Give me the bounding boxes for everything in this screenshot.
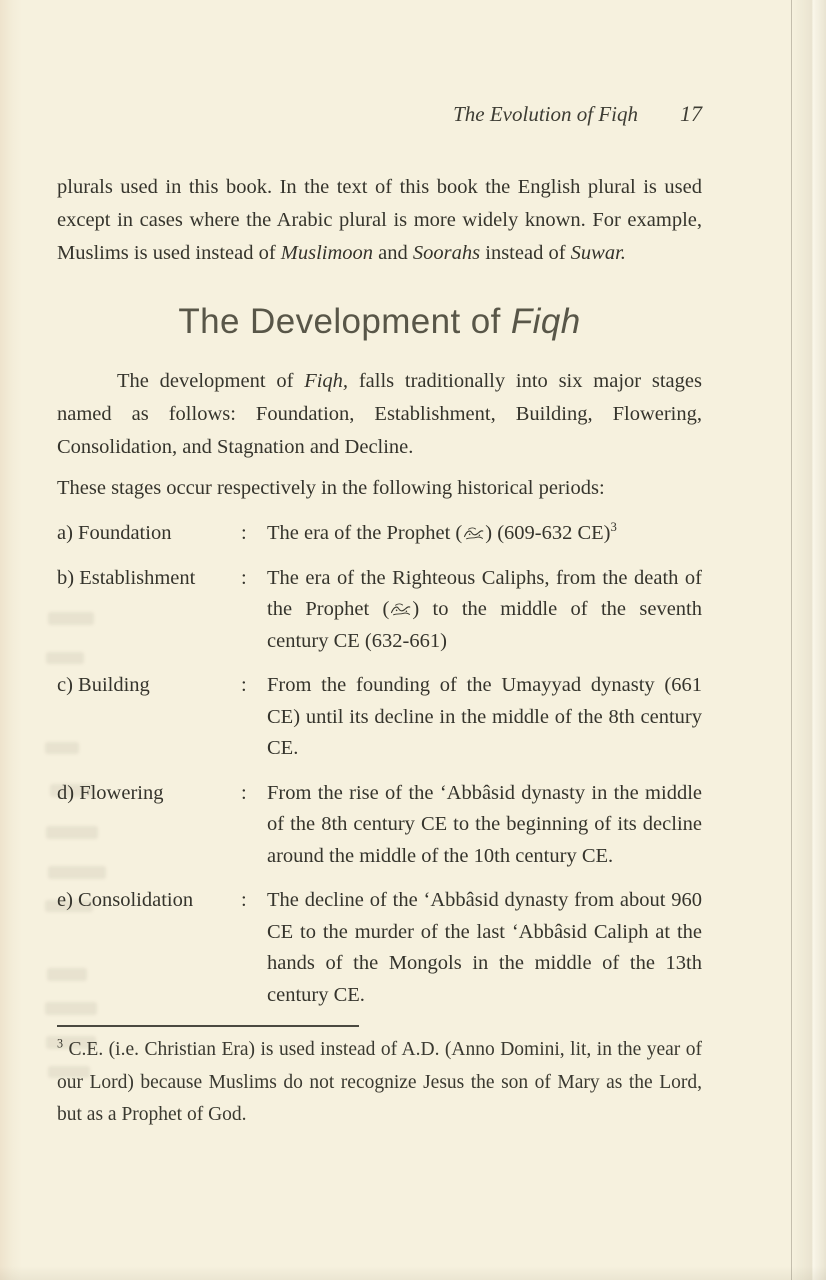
section-title: The Development of Fiqh xyxy=(178,302,581,341)
stage-description: From the rise of the ‘Abbâsid dynasty in the middle of the 8th century CE to the beginning of its decline around the middle of the 10th century CE. xyxy=(267,781,702,867)
page-edge-shadow xyxy=(791,0,826,1280)
stage-label: c) Building xyxy=(57,674,150,696)
sallallahu-alayhi-wa-sallam-icon xyxy=(463,526,484,541)
page-content xyxy=(57,0,702,1132)
page-bottom-shadow xyxy=(0,1266,826,1280)
stage-list-item xyxy=(57,518,702,550)
running-header-title: The Evolution of Fiqh xyxy=(453,102,638,126)
stage-label: d) Flowering xyxy=(57,781,164,804)
footnote xyxy=(57,1034,702,1132)
stages-list xyxy=(57,518,702,1011)
stage-description: From the founding of the Umayyad dynasty (661 CE) until its decline in the middle of the 8th century CE. xyxy=(267,674,702,759)
stage-list-item xyxy=(57,670,702,765)
stage-colon: : xyxy=(241,566,247,589)
sallallahu-alayhi-wa-sallam-icon xyxy=(390,602,411,617)
stage-colon: : xyxy=(241,781,247,804)
stage-description: The era of the Righteous Caliphs, from the death of the Prophet ( ) to the middle of the seventh century CE (632-661) xyxy=(267,566,702,652)
page-number: 17 xyxy=(680,101,702,126)
stage-list-item xyxy=(57,778,702,873)
stage-colon: : xyxy=(241,889,247,911)
intro-paragraph: plurals used in this book. In the text of this book the English plural is used except in cases where the Arabic plural is more widely known. For example, Muslims is used instead of Muslimoon and Soorahs instead of Suwar. xyxy=(57,176,702,264)
stages-intro-paragraph: These stages occur respectively in the following historical periods: xyxy=(57,477,605,499)
stage-label: a) Foundation xyxy=(57,522,172,544)
development-paragraph: The development of Fiqh, falls traditionally into six major stages named as follows: Foundation, Establishment, Building, Flowering, Consolidation, and Stagnation and Decline. xyxy=(57,370,702,458)
stage-label: e) Consolidation xyxy=(57,889,194,911)
stage-description: The decline of the ‘Abbâsid dynasty from about 960 CE to the murder of the last ‘Abbâsid Caliph at the hands of the Mongols in the middle of the 13th century CE. xyxy=(267,889,702,1006)
stage-label: b) Establishment xyxy=(57,566,196,589)
stage-colon: : xyxy=(241,674,247,696)
stage-description: The era of the Prophet ( ) (609-632 CE)$^3$ xyxy=(267,520,617,544)
stage-list-item xyxy=(57,563,702,658)
footnote-text: C.E. (i.e. Christian Era) is used instead of A.D. (Anno Domini, lit, in the year of our Lord) because Muslims do not recognize Jesus the son of Mary as the Lord, but as a Prophet of God. xyxy=(57,1039,702,1125)
footnote-separator-rule xyxy=(57,1025,359,1027)
footnote-marker: 3 xyxy=(57,1036,64,1051)
page-gutter-shadow xyxy=(0,0,22,1280)
stage-colon: : xyxy=(241,522,247,544)
stage-list-item xyxy=(57,885,702,1011)
running-header xyxy=(57,101,702,127)
